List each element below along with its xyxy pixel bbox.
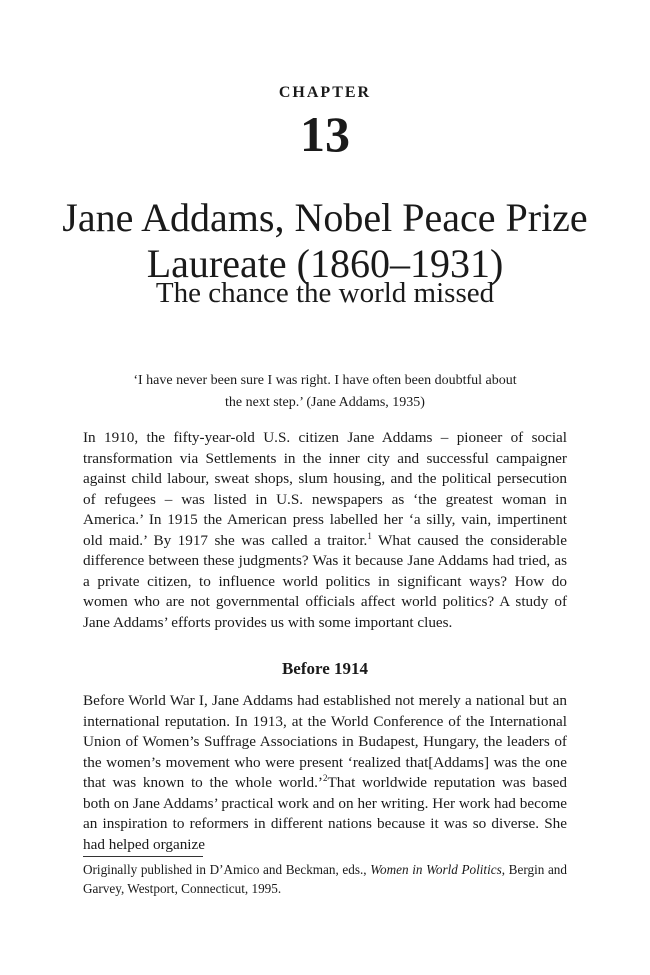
footnote-reference-1[interactable]: 1 xyxy=(367,530,372,541)
epigraph xyxy=(100,370,550,414)
epigraph-line-2: the next step.’ (Jane Addams, 1935) xyxy=(225,395,425,410)
paragraph-2-text-b: That worldwide reputation was based both on Jane Addams’ practical work and on her writing. Her work had become an inspiration to reformers in different nations because it was so diverse. She had helped organize xyxy=(83,774,567,853)
footnote-divider xyxy=(83,856,203,857)
footnote xyxy=(83,860,567,898)
body-paragraph-1 xyxy=(83,428,567,633)
section-heading: Before 1914 xyxy=(281,659,369,678)
footnote-prefix: Originally published in D’Amico and Beckman, eds., xyxy=(83,862,371,877)
chapter-title-line-1: Jane Addams, Nobel Peace Prize xyxy=(62,195,588,240)
epigraph-line-1: ‘I have never been sure I was right. I have often been doubtful about xyxy=(133,373,517,388)
paragraph-1-text-b: What caused the considerable difference between these judgments? Was it because Jane Addams had tried, as a private citizen, to influence world politics in significant ways? How do women who are not governmental officials affect world politics? A study of Jane Addams’ efforts provides us with some important clues. xyxy=(83,531,567,631)
body-paragraph-2 xyxy=(83,691,567,855)
chapter-subtitle: The chance the world missed xyxy=(155,277,495,309)
footnote-book-title: Women in World Politics xyxy=(370,862,502,877)
chapter-title xyxy=(60,195,590,287)
paragraph-2-text-a: Before World War I, Jane Addams had established not merely a national but an international reputation. In 1913, at the World Conference of the International Union of Women’s Suffrage Associations in Budapest, Hungary, the leaders of the women’s movement who were present ‘realized that[Addams] was the one that was known to the whole world.’ xyxy=(83,692,567,791)
chapter-number: 13 xyxy=(300,106,350,162)
paragraph-1-text-a: In 1910, the fifty-year-old U.S. citizen Jane Addams – pioneer of social transformation via Settlements in the inner city and successful campaigner against child labour, sweat shops, slum housing, and the political persecution of refugees – was listed in U.S. newspapers as ‘the greatest woman in America.’ In 1915 the American press labelled her ‘a silly, vain, impertinent old maid.’ By 1917 she was called a traitor. xyxy=(83,429,567,549)
chapter-label: CHAPTER xyxy=(278,84,372,101)
footnote-suffix: , Bergin and Garvey, Westport, Connecticut, 1995. xyxy=(83,862,567,896)
chapter-title-line-2: Laureate (1860–1931) xyxy=(146,241,504,286)
footnote-reference-2[interactable]: 2 xyxy=(322,772,328,783)
